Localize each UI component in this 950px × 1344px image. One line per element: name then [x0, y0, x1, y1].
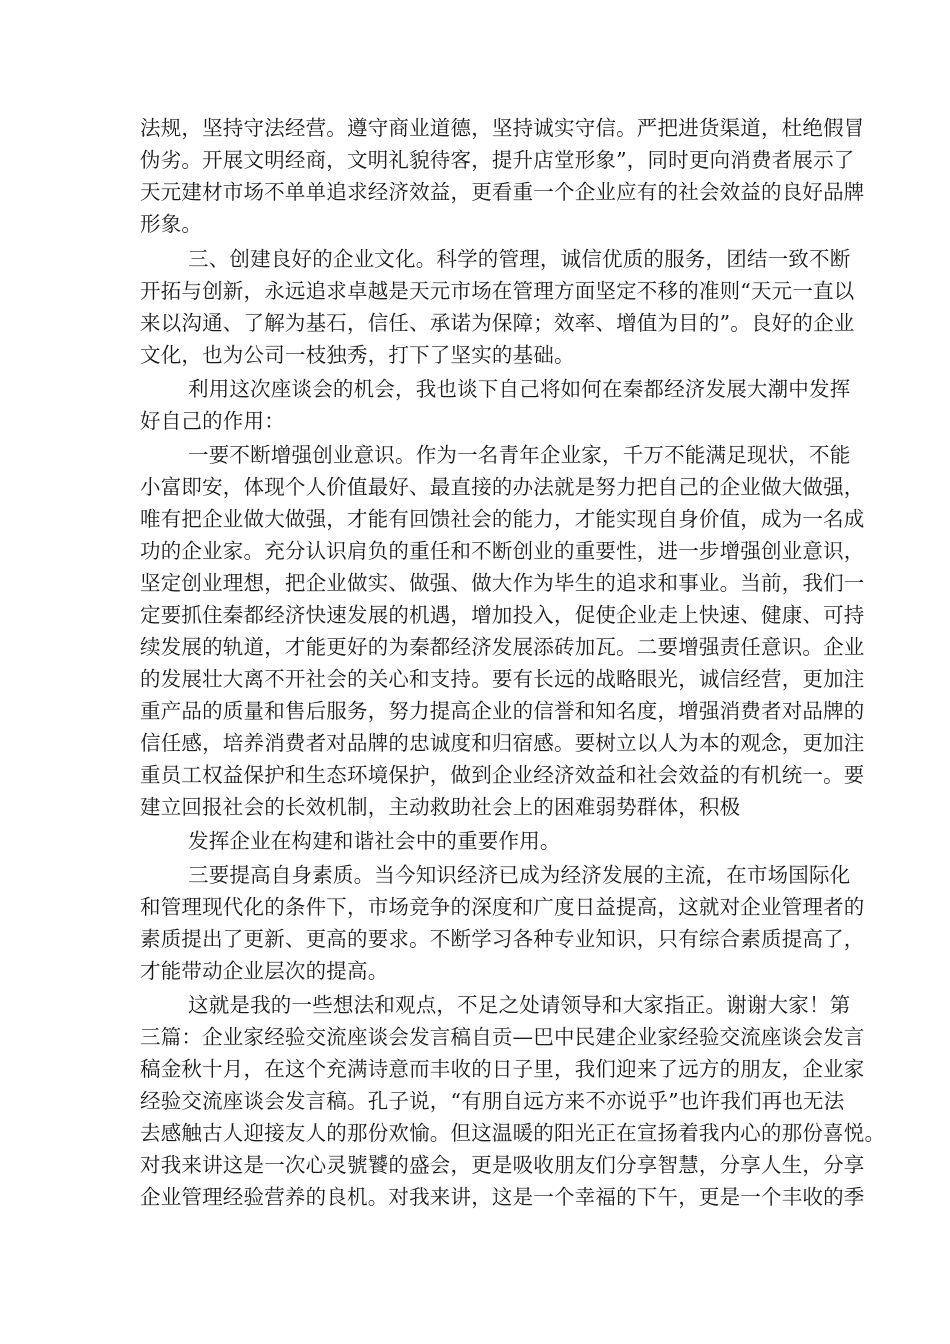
text-line: 定要抓住秦都经济快速发展的机遇，增加投入，促使企业走上快速、健康、可持 [140, 603, 865, 627]
text-line: 小富即安，体现个人价值最好、最直接的办法就是努力把自己的企业做大做强， [140, 475, 865, 499]
text-line: 来以沟通、了解为基石，信任、承诺为保障；效率、增值为目的”。良好的企业 [140, 311, 855, 335]
text-line: 三要提高自身素质。当今知识经济已成为经济发展的主流，在市场国际化 [188, 863, 851, 887]
text-line: 稿金秋十月，在这个充满诗意而丰收的日子里，我们迎来了远方的朋友，企业家 [140, 1057, 865, 1081]
text-line: 发挥企业在构建和谐社会中的重要作用。 [188, 829, 561, 853]
text-line: 去感触古人迎接友人的那份欢愉。但这温暖的阳光正在宣扬着我内心的那份喜悦。 [140, 1121, 886, 1145]
text-line: 的发展壮大离不开社会的关心和支持。要有长远的战略眼光，诚信经营，更加注 [140, 667, 865, 691]
text-line: 开拓与创新，永远追求卓越是天元市场在管理方面坚定不移的准则“天元一直以 [140, 279, 855, 303]
text-line: 伪劣。开展文明经商，文明礼貌待客，提升店堂形象”，同时更向消费者展示了 [140, 148, 855, 172]
text-line: 唯有把企业做大做强，才能有回馈社会的能力，才能实现自身价值，成为一名成 [140, 507, 865, 531]
text-line: 三篇：企业家经验交流座谈会发言稿自贡—巴中民建企业家经验交流座谈会发言 [140, 1025, 865, 1049]
text-line: 坚定创业理想，把企业做实、做强、做大作为毕生的追求和事业。当前，我们一 [140, 571, 865, 595]
text-line: 建立回报社会的长效机制，主动救助社会上的困难弱势群体，积极 [140, 795, 741, 819]
text-line: 素质提出了更新、更高的要求。不断学习各种专业知识，只有综合素质提高了， [140, 927, 865, 951]
text-line: 续发展的轨道，才能更好的为秦都经济发展添砖加瓦。二要增强责任意识。企业 [140, 635, 865, 659]
text-line: 法规，坚持守法经营。遵守商业道德，坚持诚实守信。严把进货渠道，杜绝假冒 [140, 116, 865, 140]
text-line: 形象。 [140, 212, 203, 236]
text-line: 利用这次座谈会的机会，我也谈下自己将如何在秦都经济发展大潮中发挥 [188, 377, 851, 401]
text-line: 企业管理经验营养的良机。对我来讲，这是一个幸福的下午，更是一个丰收的季 [140, 1185, 865, 1209]
text-line: 一要不断增强创业意识。作为一名青年企业家，千万不能满足现状，不能 [188, 443, 851, 467]
text-line: 经验交流座谈会发言稿。孔子说，“有朋自远方来不亦说乎”也许我们再也无法 [140, 1089, 845, 1113]
text-line: 重产品的质量和售后服务，努力提高企业的信誉和知名度，增强消费者对品牌的 [140, 699, 865, 723]
text-line: 重员工权益保护和生态环境保护，做到企业经济效益和社会效益的有机统一。要 [140, 763, 865, 787]
text-line: 和管理现代化的条件下，市场竞争的深度和广度日益提高，这就对企业管理者的 [140, 895, 865, 919]
text-line: 功的企业家。充分认识肩负的重任和不断创业的重要性，进一步增强创业意识， [140, 539, 865, 563]
text-line: 三、创建良好的企业文化。科学的管理，诚信优质的服务，团结一致不断 [188, 247, 851, 271]
text-line: 对我来讲这是一次心灵號饕的盛会，更是吸收朋友们分享智慧，分享人生，分享 [140, 1153, 865, 1177]
text-line: 文化，也为公司一枝独秀，打下了坚实的基础。 [140, 343, 575, 367]
text-line: 信任感，培养消费者对品牌的忠诚度和归宿感。要树立以人为本的观念，更加注 [140, 731, 865, 755]
text-line: 才能带动企业层次的提高。 [140, 959, 389, 983]
text-line: 好自己的作用： [140, 409, 285, 433]
text-line: 这就是我的一些想法和观点，不足之处请领导和大家指正。谢谢大家！第 [188, 993, 851, 1017]
text-line: 天元建材市场不单单追求经济效益，更看重一个企业应有的社会效益的良好品牌 [140, 180, 865, 204]
